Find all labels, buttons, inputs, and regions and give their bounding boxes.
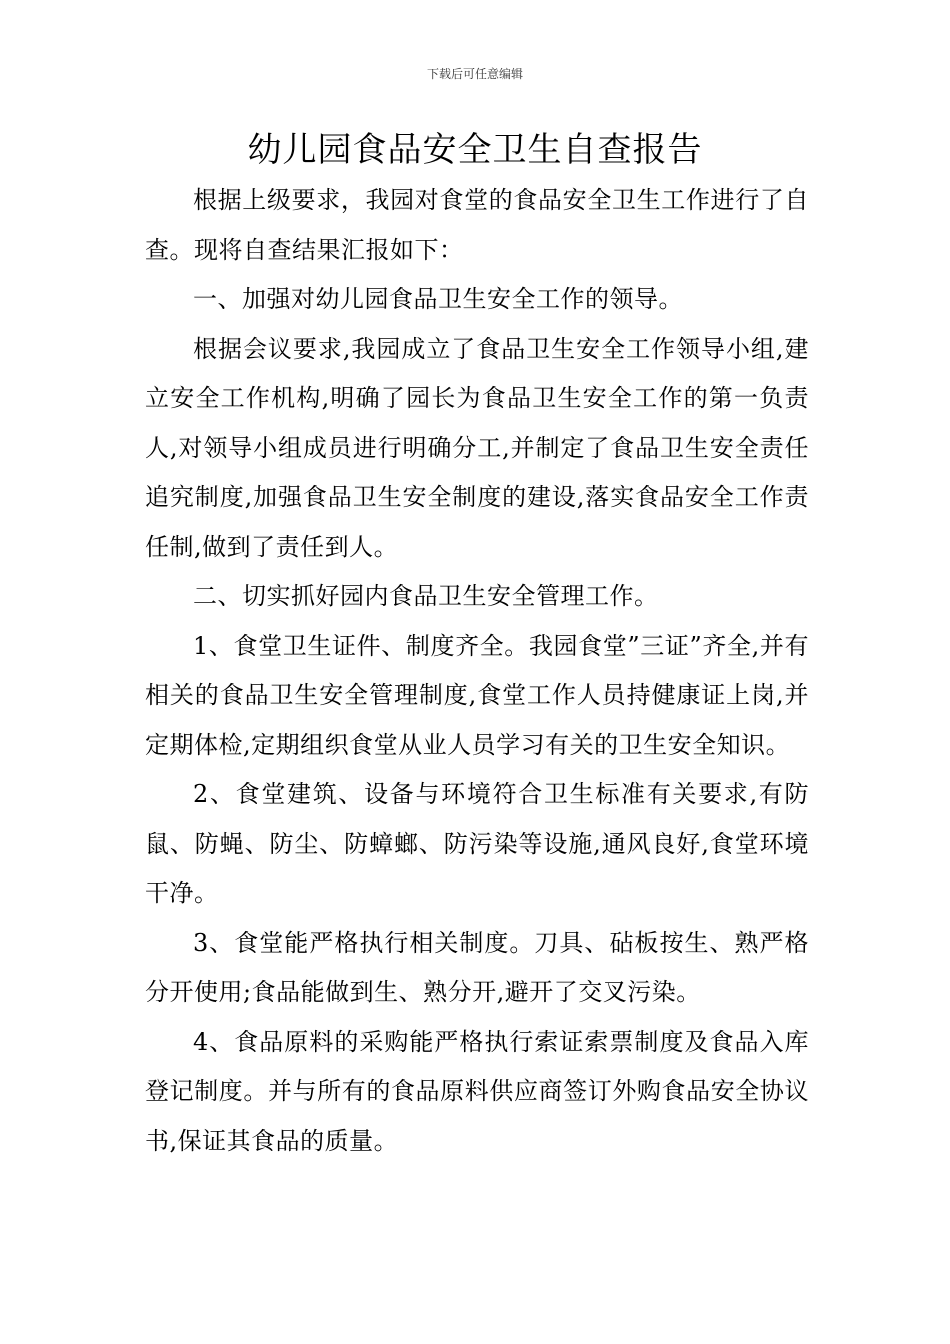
section-heading-1: 一、加强对幼儿园食品卫生安全工作的领导。 [193, 285, 683, 313]
document-title: 幼儿园食品安全卫生自查报告 [247, 130, 703, 170]
paragraph-intro: 根据上级要求，我园对食堂的食品安全卫生工作进行了自查。现将自查结果汇报如下： [145, 186, 809, 264]
document-body [145, 176, 809, 1166]
paragraph-item-3: 3、食堂能严格执行相关制度。刀具、砧板按生、熟严格分开使用;食品能做到生、熟分开,避开了交叉污染。 [145, 928, 809, 1006]
paragraph-item-2: 2、食堂建筑、设备与环境符合卫生标准有关要求,有防鼠、防蝇、防尘、防蟑螂、防污染等设施,通风良好,食堂环境干净。 [145, 780, 809, 907]
paragraph-leadership: 根据会议要求,我园成立了食品卫生安全工作领导小组,建立安全工作机构,明确了园长为食品卫生安全工作的第一负责人,对领导小组成员进行明确分工,并制定了食品卫生安全责任追究制度,加强食品卫生安全制度的建设,落实食品安全工作责任制,做到了责任到人。 [145, 334, 809, 561]
paragraph-item-4: 4、食品原料的采购能严格执行索证索票制度及食品入库登记制度。并与所有的食品原料供应商签订外购食品安全协议书,保证其食品的质量。 [145, 1027, 809, 1155]
section-heading-2: 二、切实抓好园内食品卫生安全管理工作。 [193, 582, 659, 610]
paragraph-item-1: 1、食堂卫生证件、制度齐全。我园食堂”三证”齐全,并有相关的食品卫生安全管理制度,食堂工作人员持健康证上岗,并定期体检,定期组织食堂从业人员学习有关的卫生安全知识。 [145, 631, 809, 759]
header-note: 下载后可任意编辑 [426, 67, 523, 81]
